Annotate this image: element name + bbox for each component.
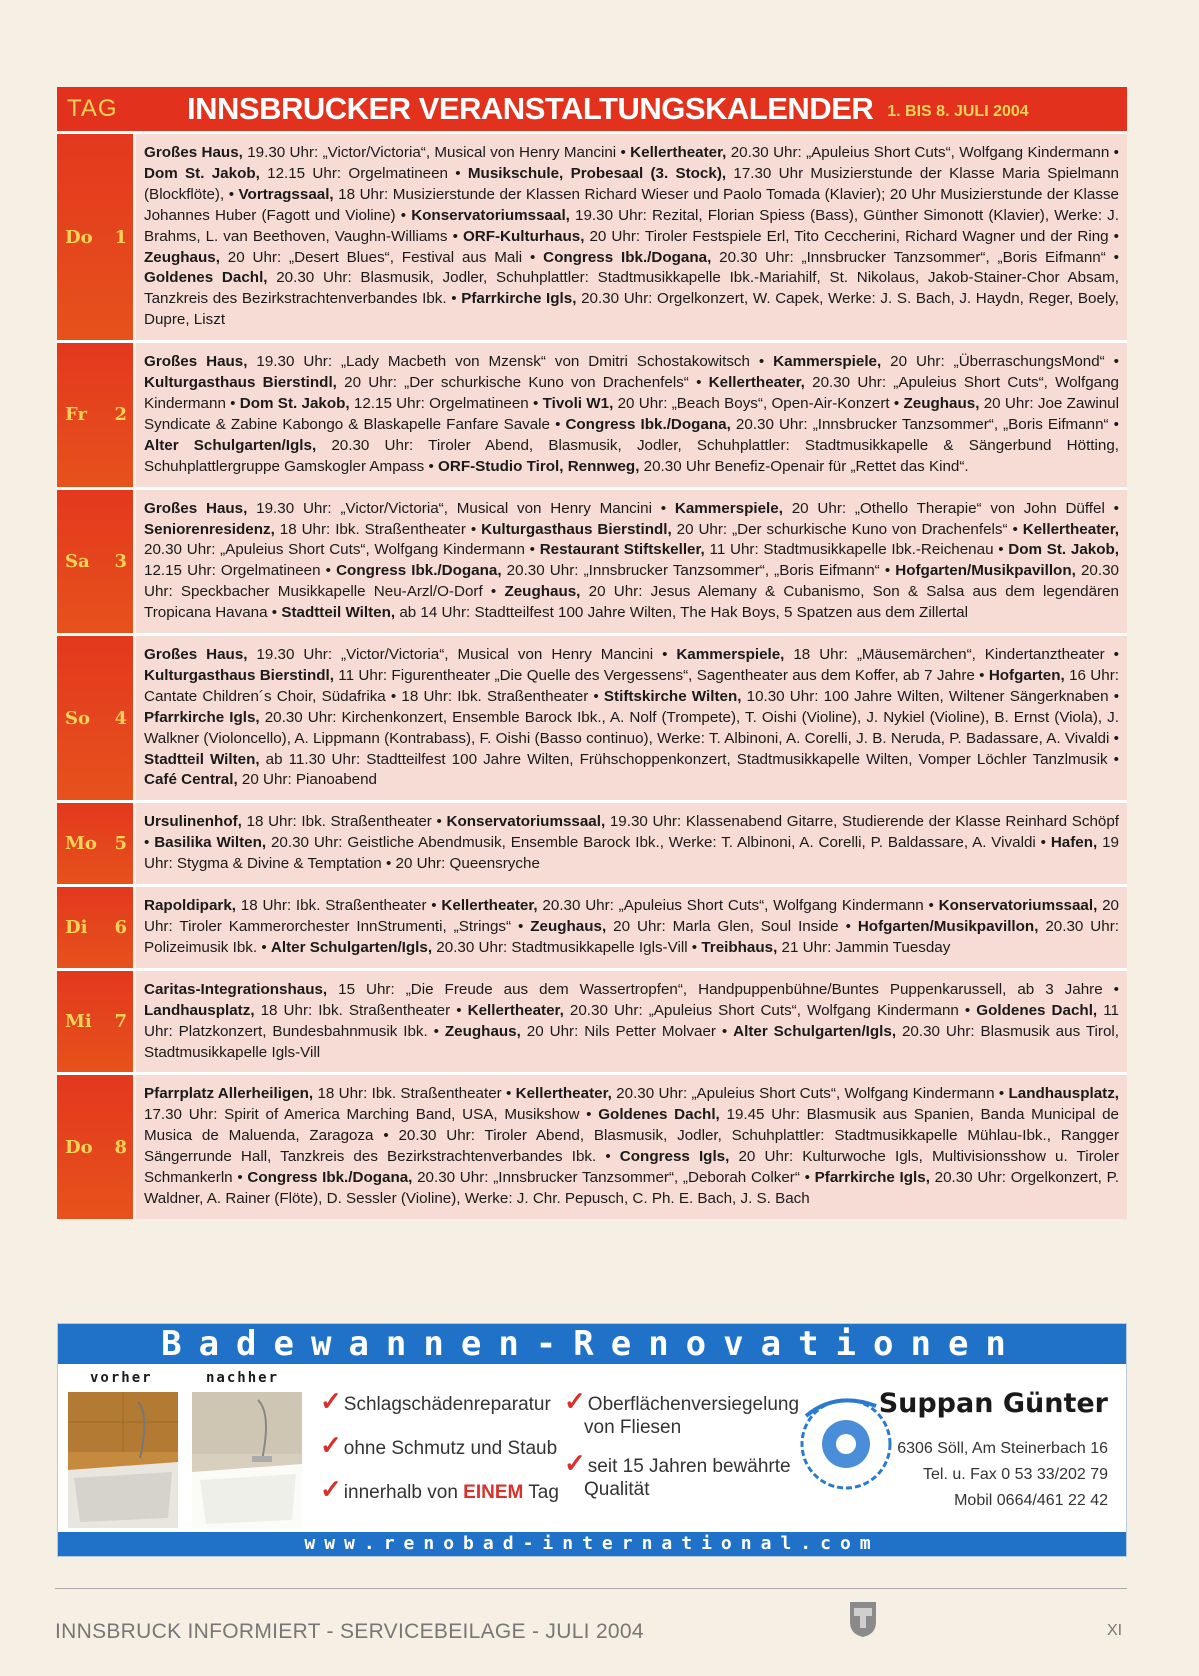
day-number: 3 — [114, 550, 127, 572]
event-details: 20.30 Uhr: Orgelkonzert, P. Waldner, A. Rainer (Flöte), D. Sessler (Violine), Werke: J. Chr. Pepusch, C. Ph. E. Bach, J. S. Bach — [144, 1169, 1119, 1207]
bullet-separator: • — [653, 646, 677, 664]
bullet-separator: • — [225, 394, 240, 412]
event-details: 20 Uhr: Tiroler Kammerorchester InnStrumenti, „Strings“ — [144, 897, 1120, 935]
event-venue: ORF-Studio Tirol, Rennweg, — [438, 457, 640, 475]
bullet-separator: • — [1104, 499, 1119, 517]
page-number: XI — [1107, 1622, 1123, 1639]
bullet-separator: • — [687, 938, 702, 956]
day-row — [57, 487, 1127, 633]
weekday: Sa — [65, 550, 90, 572]
event-venue: Zeughaus, — [504, 583, 581, 601]
calendar-header — [57, 87, 1127, 131]
event-details: 19.30 Uhr: Rezital, Florian Spiess (Bass), Günther Simonott (Klavier), Werke: J. Brahms, L. van Beethoven, Vaughn-Williams — [144, 206, 1119, 245]
event-details: 20 Uhr: „Beach Boys“, Open-Air-Konzert — [613, 394, 890, 412]
event-venue: Alter Schulgarten/Igls, — [144, 436, 317, 454]
event-venue: Alter Schulgarten/Igls, — [733, 1022, 897, 1040]
checkmark-icon: ✓ — [564, 1386, 586, 1416]
bullet-separator: • — [974, 666, 989, 684]
day-events — [136, 134, 1127, 340]
event-details: 20 Uhr: Jesus Alemany & Cubanismo, Son & Salsa aus dem legendären Tropicana Havana — [144, 583, 1119, 622]
event-details: 18 Uhr: Ibk. Straßentheater — [313, 1085, 502, 1103]
bullet-separator: • — [579, 1106, 599, 1124]
event-details: 20 Uhr: „Der schurkische Kuno von Drachenfels“ — [336, 374, 689, 392]
bullet-separator: • — [1102, 980, 1119, 998]
company-address: 6306 Söll, Am Steinerbach 16 — [897, 1440, 1108, 1457]
event-details: 18 Uhr: Musizierstunde der Klassen Richard Wieser und Paolo Tomada (Klavier); 20 Uhr Musizierstunde der Klasse Johannes Huber (Fagott und Violine) — [144, 185, 1119, 224]
event-venue: Kulturgasthaus Bierstindl, — [144, 666, 334, 684]
bullet-separator: • — [1105, 248, 1119, 266]
calendar-rows — [57, 131, 1127, 1219]
bullet-separator: • — [749, 353, 774, 371]
bullet-separator: • — [427, 1022, 445, 1040]
event-details: 20 Uhr: Tiroler Festspiele Erl, Tito Ceccherini, Richard Wagner und der Ring — [584, 227, 1109, 245]
advertisement — [57, 1323, 1127, 1557]
event-details: 20 Uhr: „ÜberraschungsMond“ — [881, 353, 1105, 371]
day-row — [57, 633, 1127, 800]
weekday: Di — [65, 916, 88, 938]
bullet-separator: • — [958, 1001, 977, 1019]
event-details: 20.30 Uhr: „Apuleius Short Cuts“, Wolfgang Kindermann — [611, 1085, 995, 1103]
event-venue: Kellertheater, — [630, 144, 727, 161]
day-number: 8 — [114, 1136, 127, 1158]
column-label-day: TAG — [67, 95, 118, 122]
event-venue: Goldenes Dachl, — [144, 269, 268, 287]
day-number: 6 — [114, 916, 127, 938]
event-details: 20.30 Uhr: „Innsbrucker Tanzsommer“, „Deborah Colker“ — [412, 1169, 800, 1187]
event-venue: Restaurant Stiftskeller, — [539, 541, 705, 559]
day-row — [57, 968, 1127, 1073]
event-details: 17.30 Uhr: Spirit of America Marching Band, USA, Musikshow — [144, 1106, 580, 1124]
feature-no-dirt: ✓ ohne Schmutz und Staub — [320, 1430, 558, 1460]
event-details: 15 Uhr: „Die Freude aus dem Wassertropfen“, Handpuppenbühne/Buntes Puppenkarussell, ab 3 Jahre — [327, 980, 1103, 998]
event-venue: Congress Igls, — [619, 1148, 730, 1166]
weekday: Do — [65, 226, 93, 248]
bullet-separator: • — [1104, 353, 1119, 371]
event-venue: Congress Ibk./Dogana, — [336, 562, 502, 580]
event-venue: Basilika Wilten, — [154, 834, 267, 852]
event-details: 20.30 Uhr: Stadtmusikkapelle Igls-Vill — [432, 938, 688, 956]
event-venue: Kellertheater, — [515, 1085, 612, 1103]
event-details: 19.30 Uhr: „Victor/Victoria“, Musical von Henry Mancini — [247, 499, 652, 517]
bullet-separator: • — [373, 1127, 399, 1145]
event-details: 20 Uhr: „Der schurkische Kuno von Drachenfels“ — [671, 520, 1008, 538]
event-details: 20.30 Uhr: Tiroler Abend, Blasmusik, Jodler, Schuhplattler: Stadtmusikkapelle Mühlau-Ibk., Rangger Sängerrunde Hall, Tanzkreis des Bezirkstrachtenverbandes Ibk. — [144, 1127, 1120, 1166]
bullet-separator: • — [501, 1085, 516, 1103]
day-number: 5 — [114, 833, 127, 855]
event-details: 18 Uhr: Ibk. Straßentheater — [236, 897, 427, 915]
event-venue: Congress Ibk./Dogana, — [543, 248, 712, 266]
event-details: 20.30 Uhr: „Innsbrucker Tanzsommer“, „Boris Eifmann“ — [730, 415, 1109, 433]
day-number: 7 — [114, 1011, 127, 1033]
event-details: 19.30 Uhr: Klassenabend Gitarre, Studierende der Klasse Reinhard Schöpf — [605, 813, 1119, 831]
bullet-separator: • — [1007, 520, 1023, 538]
event-details: 18 Uhr: Ibk. Straßentheater — [241, 813, 432, 831]
feature-one-day: ✓ innerhalb von EINEM Tag — [320, 1474, 559, 1504]
event-details: 20.30 Uhr: „Apuleius Short Cuts“, Wolfgang Kindermann — [563, 1001, 959, 1019]
event-details: 19.30 Uhr: „Lady Macbeth von Mzensk“ von Dmitri Schostakowitsch — [247, 353, 750, 371]
city-crest-icon — [848, 1600, 878, 1638]
event-details: 20 Uhr: Marla Glen, Soul Inside — [606, 918, 839, 935]
day-events — [136, 490, 1127, 633]
weekday: Mo — [65, 833, 97, 855]
calendar-title: INNSBRUCKER VERANSTALTUNGSKALENDER — [187, 91, 874, 126]
event-venue: Kellertheater, — [708, 374, 805, 392]
event-venue: Rapoldipark, — [144, 897, 236, 915]
checkmark-icon: ✓ — [320, 1474, 342, 1504]
event-venue: Dom St. Jakob, — [144, 164, 260, 182]
event-details: 20 Uhr: „Othello Therapie“ von John Düffel — [782, 499, 1105, 517]
event-details: 20.30 Uhr: „Apuleius Short Cuts“, Wolfgang Kindermann — [537, 897, 924, 915]
feature-damage-repair: ✓ Schlagschädenreparatur — [320, 1386, 551, 1416]
bullet-separator: • — [889, 394, 904, 412]
bullet-separator: • — [1104, 646, 1119, 664]
event-details: 20 Uhr: Kulturwoche Igls, Multivisionsshow u. Tiroler Schmankerln — [144, 1148, 1120, 1187]
event-details: 16 Uhr: Cantate Children´s Choir, Südafrika — [144, 666, 1119, 705]
event-details: 18 Uhr: Ibk. Straßentheater — [274, 520, 466, 538]
day-row — [57, 800, 1127, 884]
event-details: 20 Uhr: Nils Petter Molvaer — [520, 1022, 716, 1040]
day-row — [57, 340, 1127, 486]
event-venue: Zeughaus, — [903, 394, 980, 412]
event-calendar — [57, 87, 1127, 1219]
day-events — [136, 971, 1127, 1073]
event-venue: Hafen, — [1050, 834, 1098, 852]
day-row — [57, 131, 1127, 340]
event-details: 20.30 Uhr: „Apuleius Short Cuts“, Wolfgang Kindermann — [726, 144, 1110, 161]
event-venue: Stadtteil Wilten, — [281, 604, 396, 622]
event-details: 11 Uhr: Figurentheater „Die Quelle des Vergessens“, Sagentheater aus dem Koffer, ab 7 Jahre — [333, 666, 975, 684]
event-details: 11 Uhr: Stadtmusikkapelle Ibk.-Reichenau — [704, 541, 994, 559]
bullet-separator: • — [993, 541, 1009, 559]
event-details: 20.30 Uhr: Kirchenkonzert, Ensemble Barock Ibk., A. Nolf (Trompete), T. Oishi (Violine), J. Nykiel (Violine), B. Ernst (Viola), J. Walkner (Violoncello), A. Lippmann (Kontrabass), F. Oishi (Basso continuo), Werke: T. Albinoni, A. Corelli, J. B. Neruda, P. Badassare, A. Vivaldi — [144, 708, 1119, 747]
day-row — [57, 1072, 1127, 1218]
bullet-separator: • — [385, 687, 402, 705]
bullet-separator: • — [511, 918, 531, 935]
bullet-separator: • — [879, 562, 896, 580]
event-venue: Dom St. Jakob, — [239, 394, 350, 412]
bullet-separator: • — [395, 206, 412, 224]
event-details: 18 Uhr: Ibk. Straßentheater — [254, 1001, 451, 1019]
day-events — [136, 803, 1127, 884]
after-label: nachher — [206, 1370, 280, 1386]
event-venue: Ursulinenhof, — [144, 813, 242, 831]
event-venue: Kammerspiele, — [676, 646, 785, 664]
event-details: 11 Uhr: Platzkonzert, Bundesbahnmusik Ibk. — [144, 1001, 1119, 1040]
bullet-separator: • — [431, 813, 447, 831]
event-venue: Großes Haus, — [144, 646, 248, 664]
company-name: Suppan Günter — [878, 1388, 1108, 1419]
event-venue: Café Central, — [144, 771, 238, 789]
day-label — [57, 490, 133, 633]
before-label: vorher — [90, 1370, 153, 1386]
date-range: 1. BIS 8. JULI 2004 — [887, 103, 1029, 120]
event-venue: Dom St. Jakob, — [1008, 541, 1119, 559]
day-label — [57, 1075, 133, 1218]
checkmark-icon: ✓ — [564, 1448, 586, 1478]
bathtub-before-photo — [68, 1392, 178, 1528]
bullet-separator: • — [524, 541, 540, 559]
event-venue: Alter Schulgarten/Igls, — [270, 938, 433, 956]
day-number: 1 — [114, 226, 127, 248]
event-venue: Musikschule, Probesaal (3. Stock), — [467, 164, 727, 182]
event-venue: Zeughaus, — [530, 918, 607, 935]
weekday: Fr — [65, 404, 87, 426]
day-label — [57, 636, 133, 800]
bullet-separator: • — [688, 374, 709, 392]
bullet-separator: • — [1109, 144, 1119, 161]
event-venue: Pfarrplatz Allerheiligen, — [144, 1085, 314, 1103]
event-details: 20.30 Uhr: Blasmusik, Jodler, Schuhplattler: Stadtmusikkapelle Ibk.-Mariahilf, St. Nikolaus, Jakob-Stainer-Chor Absam, Tanzkreis des Bezirkstrachtenverbandes Ibk. — [144, 269, 1119, 308]
bullet-separator: • — [1108, 687, 1120, 705]
weekday: Mi — [65, 1011, 92, 1033]
bathtub-after-photo — [192, 1392, 302, 1528]
event-details: ab 11.30 Uhr: Stadtteilfest 100 Jahre Wilten, Frühschoppenkonzert, Stadtmusikkapelle Wilten, Vomper Löchler Tanzlmusik — [259, 750, 1108, 768]
day-label — [57, 971, 133, 1073]
event-venue: Goldenes Dachl, — [598, 1106, 720, 1124]
event-details: 19.30 Uhr: „Victor/Victoria“, Musical von Henry Mancini — [247, 646, 654, 664]
company-mobile: Mobil 0664/461 22 42 — [954, 1492, 1108, 1509]
event-venue: Kammerspiele, — [773, 353, 882, 371]
event-details: ab 14 Uhr: Stadtteilfest 100 Jahre Wilten, The Hak Boys, 5 Spatzen aus dem Zillertal — [395, 604, 969, 622]
event-venue: Caritas-Integrationshaus, — [144, 980, 328, 998]
bullet-separator: • — [232, 1169, 248, 1187]
event-venue: Kellertheater, — [441, 897, 538, 915]
day-events — [136, 343, 1127, 486]
event-details: 12.15 Uhr: Orgelmatineen — [259, 164, 449, 182]
event-details: 18 Uhr: „Mäusemärchen“, Kindertanztheater — [784, 646, 1105, 664]
bullet-separator: • — [1108, 227, 1119, 245]
event-venue: Treibhaus, — [701, 938, 778, 956]
event-venue: Pfarrkirche Igls, — [461, 290, 577, 308]
event-details: 20.30 Uhr: Blasmusik aus Tirol, Stadtmusikkapelle Igls-Vill — [144, 1022, 1119, 1061]
day-events — [136, 636, 1127, 800]
bullet-separator: • — [448, 164, 468, 182]
day-number: 4 — [114, 707, 127, 729]
event-venue: Kulturgasthaus Bierstindl, — [144, 374, 337, 392]
bullet-separator: • — [446, 290, 462, 308]
event-details: 19.45 Uhr: Blasmusik aus Spanien, Banda Municipal de Musica de Maluenda, Zaragoza — [144, 1106, 1119, 1145]
event-details: 20.30 Uhr Benefiz-Openair für „Rettet das Kind“. — [639, 457, 969, 475]
event-details: 12.15 Uhr: Orgelmatineen — [144, 562, 321, 580]
bullet-separator: • — [447, 227, 463, 245]
bullet-separator: • — [144, 834, 155, 852]
bullet-separator: • — [424, 457, 439, 475]
bullet-separator: • — [994, 1085, 1009, 1103]
event-venue: Landhausplatz, — [1008, 1085, 1120, 1103]
day-events — [136, 887, 1127, 968]
event-details: 20.30 Uhr: „Innsbrucker Tanzsommer“, „Boris Eifmann“ — [501, 562, 880, 580]
event-venue: Kammerspiele, — [674, 499, 783, 517]
event-venue: Konservatoriumssaal, — [938, 897, 1098, 915]
day-label — [57, 803, 133, 884]
bullet-separator: • — [267, 604, 282, 622]
bullet-separator: • — [465, 520, 482, 538]
bullet-separator: • — [715, 1022, 734, 1040]
bullet-separator: • — [522, 248, 544, 266]
event-details: 20.30 Uhr: Tiroler Abend, Blasmusik, Jodler, Schuhplattler: Stadtmusikkapelle & Sängerbund Hötting, Schuhplattlergruppe Gamskogler Ampass — [144, 436, 1119, 475]
event-venue: Congress Ibk./Dogana, — [247, 1169, 413, 1187]
bullet-separator: • — [923, 897, 939, 915]
bullet-separator: • — [320, 562, 337, 580]
bullet-separator: • — [1108, 415, 1119, 433]
bullet-separator: • — [838, 918, 858, 935]
event-details: 20.30 Uhr: „Innsbrucker Tanzsommer“, „Boris Eifmann“ — [711, 248, 1106, 266]
event-venue: Stadtteil Wilten, — [144, 750, 260, 768]
feature-tile-sealing: ✓ Oberflächenversiegelung von Fliesen — [564, 1386, 800, 1438]
day-events — [136, 1075, 1127, 1218]
event-venue: Großes Haus, — [144, 499, 248, 517]
event-details: 20.30 Uhr: „Apuleius Short Cuts“, Wolfgang Kindermann — [144, 374, 1119, 412]
event-venue: Zeughaus, — [144, 248, 220, 266]
day-label — [57, 343, 133, 486]
day-label — [57, 887, 133, 968]
bullet-separator: • — [799, 1169, 815, 1187]
footer-publication: INNSBRUCK INFORMIERT - SERVICEBEILAGE - JULI 2004 — [55, 1620, 644, 1643]
event-details: 19 Uhr: Stygma & Divine & Temptation — [144, 834, 1119, 873]
bullet-separator: • — [482, 583, 505, 601]
company-phone: Tel. u. Fax 0 53 33/202 79 — [922, 1466, 1108, 1483]
event-venue: Zeughaus, — [444, 1022, 521, 1040]
event-details: 20 Uhr: Pianoabend — [237, 771, 378, 789]
event-details: 20.30 Uhr: „Apuleius Short Cuts“, Wolfgang Kindermann — [144, 541, 525, 559]
day-row — [57, 884, 1127, 968]
feature-15-years: ✓ seit 15 Jahren bewährte Qualität — [564, 1448, 791, 1500]
checkmark-icon: ✓ — [320, 1386, 342, 1416]
event-details: 20.30 Uhr: Orgelkonzert, W. Capek, Werke: J. S. Bach, J. Haydn, Reger, Boely, Dupre, Liszt — [144, 290, 1119, 329]
day-label — [57, 134, 133, 340]
event-venue: Seniorenresidenz, — [144, 520, 275, 538]
bullet-separator: • — [1107, 750, 1119, 768]
event-details: 20.30 Uhr: Polizeimusik Ibk. — [144, 918, 1119, 956]
bullet-separator: • — [550, 415, 566, 433]
event-venue: Congress Ibk./Dogana, — [565, 415, 731, 433]
bullet-separator: • — [450, 1001, 468, 1019]
event-venue: ORF-Kulturhaus, — [462, 227, 585, 245]
event-venue: Kellertheater, — [467, 1001, 564, 1019]
event-venue: Goldenes Dachl, — [976, 1001, 1098, 1019]
event-venue: Großes Haus, — [144, 144, 243, 161]
bullet-separator: • — [228, 185, 239, 203]
day-number: 2 — [114, 404, 127, 426]
weekday: So — [65, 707, 91, 729]
bullet-separator: • — [596, 1148, 620, 1166]
bullet-separator: • — [528, 394, 543, 412]
event-venue: Hofgarten/Musikpavillon, — [895, 562, 1076, 580]
bullet-separator: • — [651, 499, 675, 517]
event-venue: Kellertheater, — [1022, 520, 1119, 538]
event-venue: Kulturgasthaus Bierstindl, — [481, 520, 672, 538]
event-details: 20.30 Uhr: Geistliche Abendmusik, Ensemble Barock Ibk., Werke: T. Albinoni, A. Corelli, P. Baldassare, A. Vivaldi — [266, 834, 1036, 852]
event-details: 20.30 Uhr: Speckbacher Musikkapelle Neu-Arzl/O-Dorf — [144, 562, 1119, 601]
bullet-separator: • — [381, 855, 396, 873]
bullet-separator: • — [426, 897, 442, 915]
event-venue: Großes Haus, — [144, 353, 248, 371]
event-venue: Konservatoriumssaal, — [446, 813, 606, 831]
bullet-separator: • — [1035, 834, 1051, 852]
event-details: 21 Uhr: Jammin Tuesday — [777, 938, 951, 956]
event-details: 19.30 Uhr: „Victor/Victoria“, Musical von Henry Mancini — [242, 144, 617, 161]
event-venue: Stiftskirche Wilten, — [603, 687, 742, 705]
event-venue: Vortragssaal, — [238, 185, 334, 203]
bullet-separator: • — [257, 938, 271, 956]
event-venue: Pfarrkirche Igls, — [814, 1169, 930, 1187]
event-details: 20 Uhr: „Desert Blues“, Festival aus Mali — [219, 248, 523, 266]
event-details: 20 Uhr: Queensryche — [395, 855, 540, 873]
event-details: 18 Uhr: Ibk. Straßentheater — [401, 687, 589, 705]
ad-headline: Badewannen-Renovationen — [58, 1324, 1126, 1364]
footer-divider — [55, 1588, 1127, 1589]
event-details: 10.30 Uhr: 100 Jahre Wilten, Wiltener Sängerknaben — [741, 687, 1109, 705]
bullet-separator: • — [588, 687, 604, 705]
event-venue: Hofgarten, — [988, 666, 1065, 684]
event-venue: Pfarrkirche Igls, — [144, 708, 260, 726]
event-details: 17.30 Uhr Musizierstunde der Klasse Maria Spielmann (Blockflöte), — [144, 164, 1119, 203]
event-venue: Konservatoriumssaal, — [411, 206, 570, 224]
ad-website: www.renobad-international.com — [58, 1532, 1126, 1556]
event-venue: Hofgarten/Musikpavillon, — [857, 918, 1039, 935]
bullet-separator: • — [616, 144, 631, 161]
checkmark-icon: ✓ — [320, 1430, 342, 1460]
event-venue: Landhausplatz, — [144, 1001, 255, 1019]
event-details: 12.15 Uhr: Orgelmatineen — [349, 394, 529, 412]
bullet-separator: • — [1109, 729, 1119, 747]
event-venue: Tivoli W1, — [542, 394, 614, 412]
weekday: Do — [65, 1136, 93, 1158]
event-details: 20 Uhr: Joe Zawinul Syndicate & Zabine Kabongo & Blaskapelle Fanfare Savale — [144, 394, 1119, 433]
